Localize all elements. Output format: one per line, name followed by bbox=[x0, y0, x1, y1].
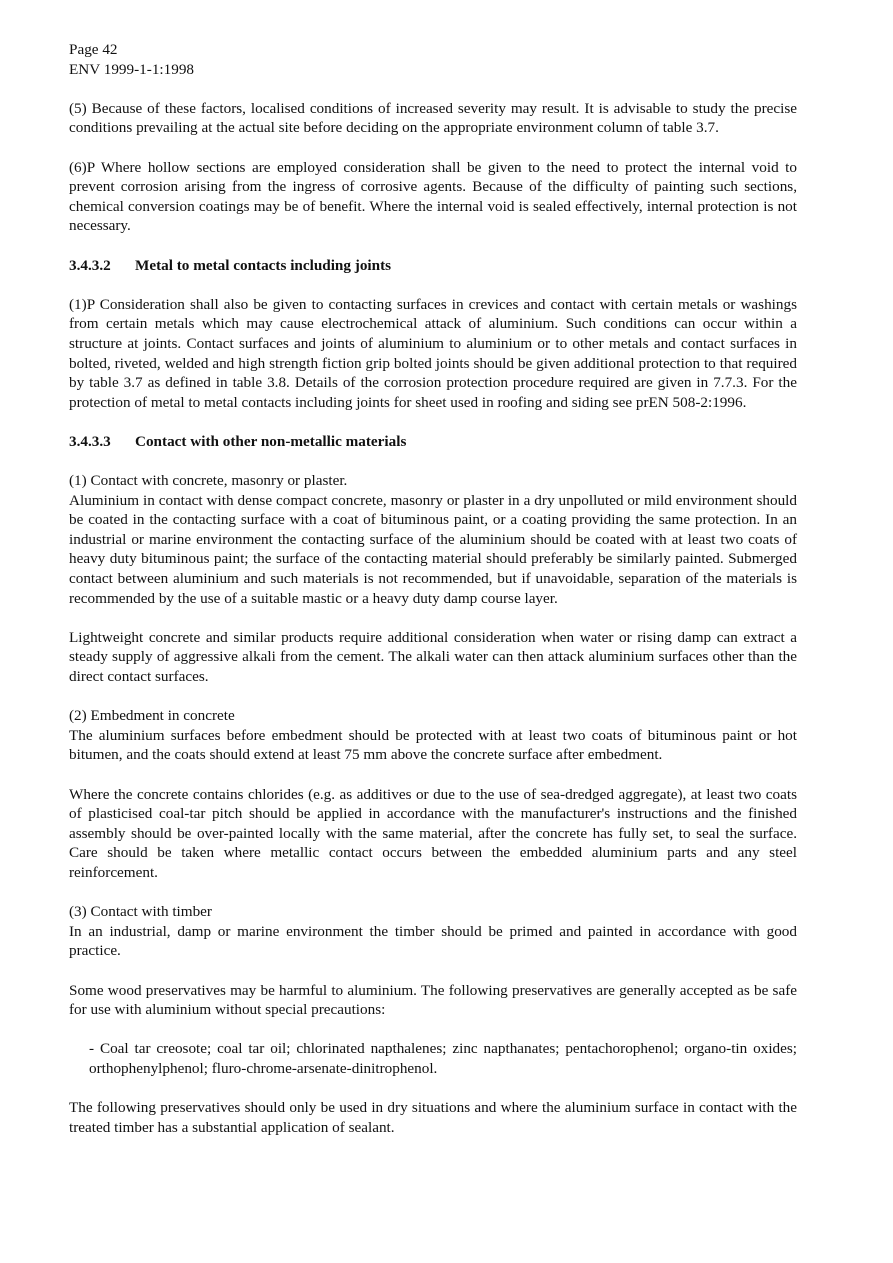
page-number: Page 42 bbox=[69, 41, 118, 58]
paragraph-dry-situations: The following preservatives should only be used in dry situations and where the aluminium surface in contact with the treated timber has a substantial application of sealant. bbox=[69, 1099, 797, 1136]
subsection-title-concrete: (1) Contact with concrete, masonry or plaster. bbox=[69, 472, 348, 490]
paragraph-preservatives: Some wood preservatives may be harmful to aluminium. The following preservatives are generally accepted as be safe for use with aluminium without special precautions: bbox=[69, 981, 797, 1019]
section-heading-3-4-3-2 bbox=[69, 256, 797, 276]
standard-reference: ENV 1999-1-1:1998 bbox=[69, 60, 195, 78]
section-title: Metal to metal contacts including joints bbox=[135, 256, 392, 274]
paragraph-concrete-contact: Aluminium in contact with dense compact concrete, masonry or plaster in a dry unpolluted or mild environment should be coated in the contacting surface with a coat of bituminous paint, or a coating providing the same protection. In an industrial or marine environment the contacting surface of the aluminium should be coated with at least two coats of heavy duty bituminous paint; the surface of the contacting material should preferably be similarly painted. Submerged contact between aluminium and such materials is not recommended, but if unavoidable, separation of the materials is recommended by the use of a suitable mastic or a heavy duty damp course layer. bbox=[69, 491, 797, 607]
section-number: 3.4.3.2 bbox=[69, 256, 111, 274]
paragraph-embedment: The aluminium surfaces before embedment should be protected with at least two coats of bituminous paint or hot bitumen, and the coats should extend at least 75 mm above the concrete surface after embedment. bbox=[69, 726, 797, 764]
paragraph-5: (5) Because of these factors, localised conditions of increased severity may result. It is advisable to study the precise conditions prevailing at the actual site before deciding on the appropriate environment column of table 3.7. bbox=[69, 99, 797, 137]
section-title: Contact with other non-metallic materials bbox=[135, 432, 407, 450]
list-item-preservatives: - Coal tar creosote; coal tar oil; chlorinated napthalenes; zinc napthanates; pentachorophenol; organo-tin oxides; orthophenylphenol; fluro-chrome-arsenate-dinitrophenol. bbox=[89, 1040, 797, 1077]
paragraph-metal-contacts: (1)P Consideration shall also be given to contacting surfaces in crevices and contact with certain metals or washings from certain metals which may cause electrochemical attack of aluminium. Such conditions can occur within a structure at joints. Contact surfaces and joints of aluminium to aluminium or to other metals and contact surfaces in bolted, riveted, welded and high strength fiction grip bolted joints should be given additional protection to that required by table 3.7 as defined in table 3.8. Details of the corrosion protection procedure required are given in 7.7.3. For the protection of metal to metal contacts including joints for sheet used in roofing and siding see prEN 508-2:1996. bbox=[69, 295, 797, 411]
paragraph-lightweight-concrete: Lightweight concrete and similar products require additional consideration when water or rising damp can extract a steady supply of aggressive alkali from the cement. The alkali water can then attack aluminium surfaces other than the direct contact surfaces. bbox=[69, 628, 797, 685]
section-number: 3.4.3.3 bbox=[69, 432, 111, 450]
section-heading-3-4-3-3 bbox=[69, 432, 797, 452]
subsection-title-embedment: (2) Embedment in concrete bbox=[69, 707, 235, 725]
document-page bbox=[69, 40, 797, 1137]
paragraph-6p: (6)P Where hollow sections are employed consideration shall be given to the need to protect the internal void to prevent corrosion arising from the ingress of corrosive agents. Because of the difficulty of painting such sections, chemical conversion coatings may be of benefit. Where the internal void is sealed effectively, internal protection is not necessary. bbox=[69, 158, 797, 235]
page-header bbox=[69, 40, 797, 79]
subsection-title-timber: (3) Contact with timber bbox=[69, 903, 212, 921]
paragraph-timber: In an industrial, damp or marine environment the timber should be primed and painted in accordance with good practice. bbox=[69, 922, 797, 960]
paragraph-chlorides: Where the concrete contains chlorides (e.g. as additives or due to the use of sea-dredged aggregate), at least two coats of plasticised coal-tar pitch should be applied in accordance with the manufacturer's instructions and the finished assembly should be over-painted locally with the same material, after the concrete has fully set, to seal the surface. Care should be taken where metallic contact occurs between the embedded aluminium parts and any steel reinforcement. bbox=[69, 785, 797, 881]
